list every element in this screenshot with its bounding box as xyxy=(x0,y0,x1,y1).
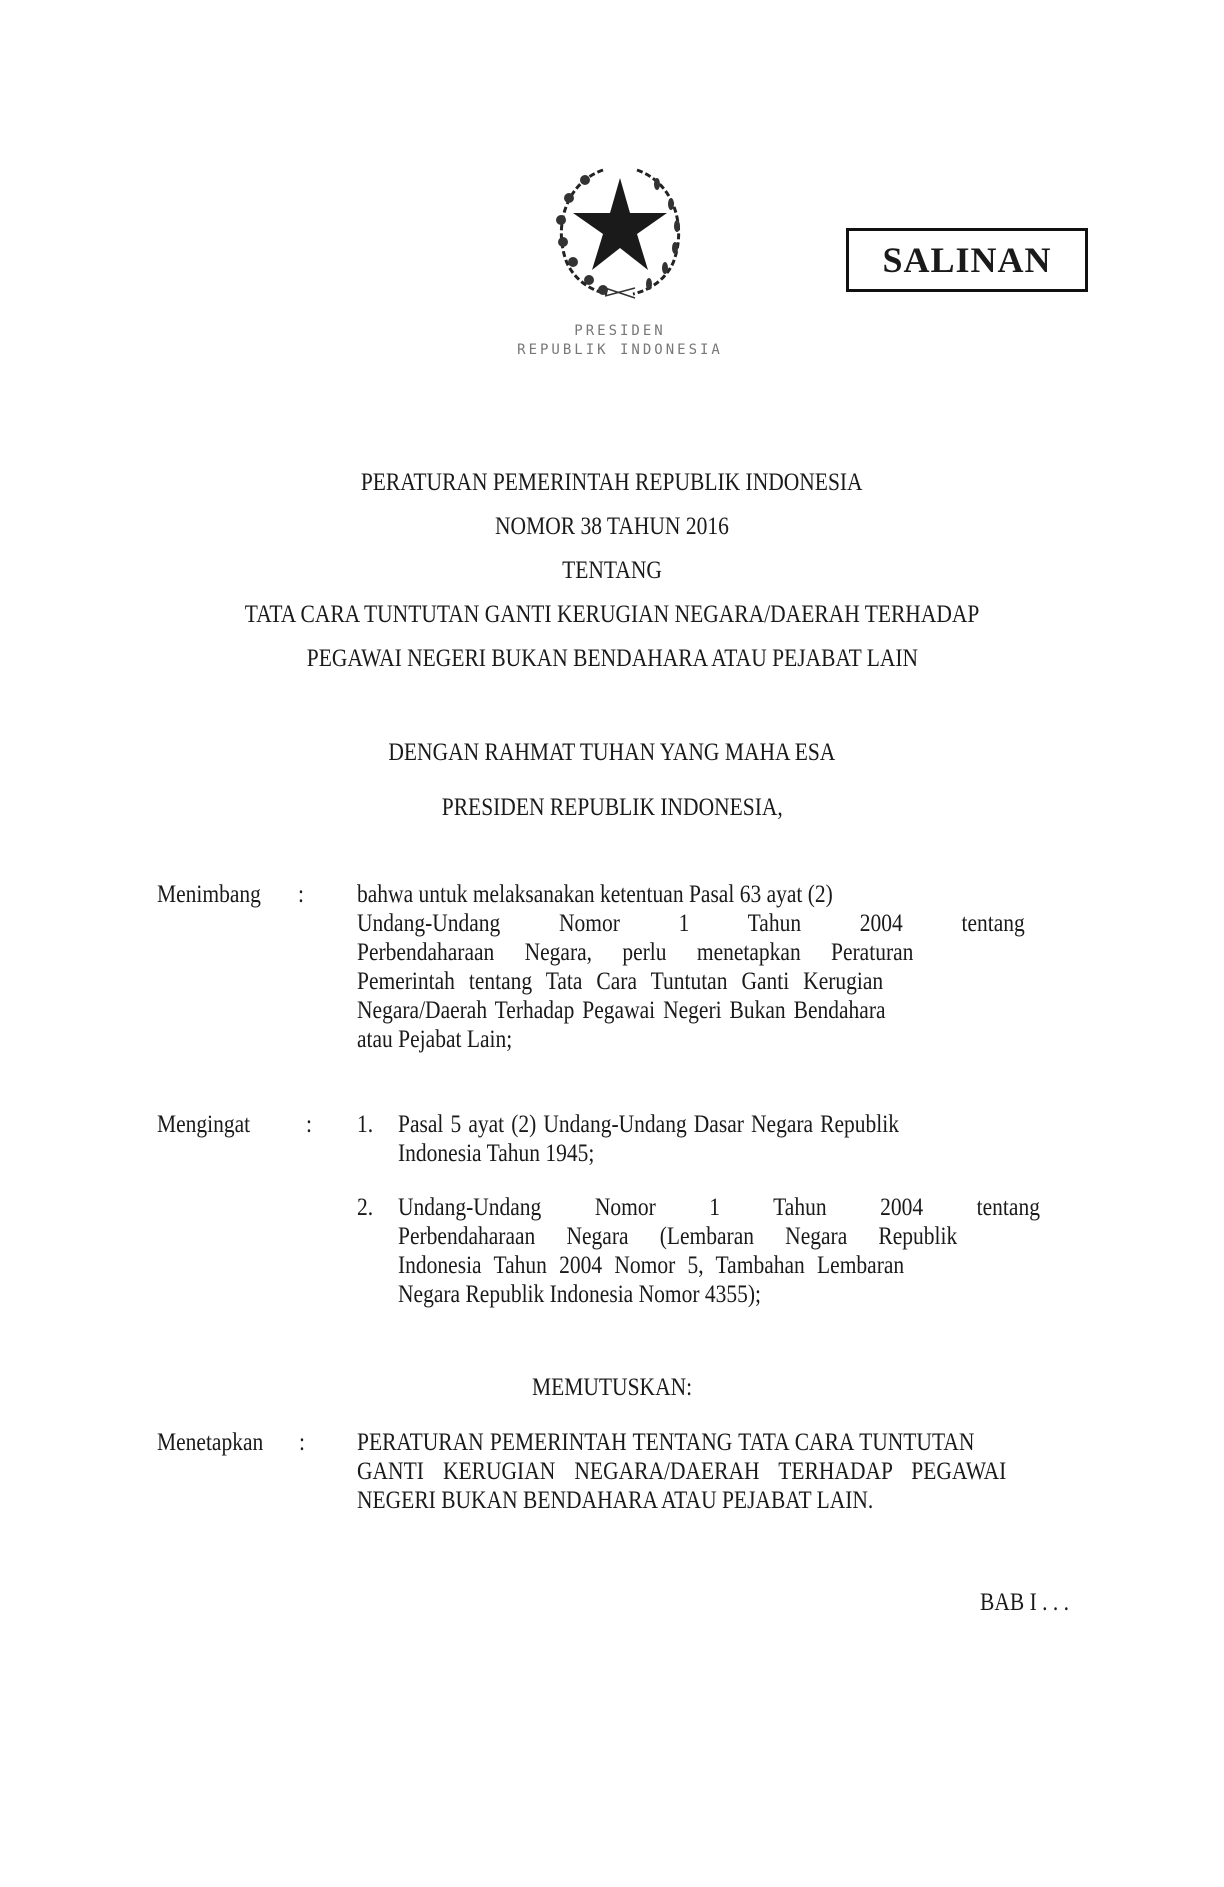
menimbang-label-text: Menimbang xyxy=(157,881,261,908)
salinan-label: SALINAN xyxy=(882,240,1052,280)
title-tentang: TENTANG xyxy=(562,557,662,584)
mengingat-item-1 xyxy=(398,1110,1094,1168)
menimbang-line xyxy=(357,1025,1094,1054)
title-text: PERATURAN PEMERINTAH REPUBLIK INDONESIA xyxy=(361,469,863,496)
title-line-2 xyxy=(0,512,1224,541)
mengingat-item-2-number xyxy=(357,1193,376,1222)
menimbang-line xyxy=(357,909,1094,938)
memutuskan-text: MEMUTUSKAN: xyxy=(531,1374,693,1401)
text-line: Negara Republik Indonesia Nomor 4355); xyxy=(398,1281,762,1308)
preamble-president: PRESIDEN REPUBLIK INDONESIA, xyxy=(441,794,783,821)
menimbang-line xyxy=(357,938,1094,967)
title-line-3 xyxy=(0,556,1224,585)
mengingat-label xyxy=(157,1110,265,1139)
mengingat-label-text: Mengingat xyxy=(157,1111,251,1138)
menetapkan-line xyxy=(357,1457,1094,1486)
preamble-line-2 xyxy=(0,793,1224,822)
title-line-4 xyxy=(0,600,1224,629)
colon: : xyxy=(299,1429,305,1456)
text-line: NEGERI BUKAN BENDAHARA ATAU PEJABAT LAIN. xyxy=(357,1487,874,1514)
text-line: PERATURAN PEMERINTAH TENTANG TATA CARA TUNTUTAN xyxy=(357,1429,975,1456)
text-line: atau Pejabat Lain; xyxy=(357,1026,513,1053)
title-subject-2: PEGAWAI NEGERI BUKAN BENDAHARA ATAU PEJABAT LAIN xyxy=(306,645,918,672)
memutuskan-heading xyxy=(0,1373,1224,1402)
text-line: Negara/Daerah Terhadap Pegawai Negeri Bukan Bendahara xyxy=(357,997,886,1024)
title-subject-1: TATA CARA TUNTUTAN GANTI KERUGIAN NEGARA/DAERAH TERHADAP xyxy=(244,601,980,628)
text-line: Pasal 5 ayat (2) Undang-Undang Dasar Negara Republik xyxy=(398,1111,900,1138)
text-line: Pemerintah tentang Tata Cara Tuntutan Ganti Kerugian xyxy=(357,968,884,995)
menimbang-label xyxy=(157,880,278,909)
menetapkan-line xyxy=(357,1428,1094,1457)
menetapkan-colon xyxy=(299,1428,306,1457)
preamble-text: DENGAN RAHMAT TUHAN YANG MAHA ESA xyxy=(388,739,836,766)
mengingat-item-2 xyxy=(398,1193,1094,1309)
mengingat-line xyxy=(398,1139,1094,1168)
preamble-line-1 xyxy=(0,738,1224,767)
mengingat-line xyxy=(398,1280,1094,1309)
menetapkan-line xyxy=(357,1486,1094,1515)
menetapkan-label-text: Menetapkan xyxy=(157,1429,264,1456)
text-line: Indonesia Tahun 2004 Nomor 5, Tambahan Lembaran xyxy=(398,1252,905,1279)
title-number: NOMOR 38 TAHUN 2016 xyxy=(495,513,729,540)
title-line-1 xyxy=(0,468,1224,497)
text-line: Undang-Undang Nomor 1 Tahun 2004 tentang xyxy=(357,910,1025,937)
text-line: Perbendaharaan Negara (Lembaran Negara Republik xyxy=(398,1223,958,1250)
colon: : xyxy=(306,1111,312,1138)
list-number: 1. xyxy=(357,1111,374,1138)
mengingat-line xyxy=(398,1110,1094,1139)
menimbang-line xyxy=(357,880,1094,909)
text-line: bahwa untuk melaksanakan ketentuan Pasal 63 ayat (2) xyxy=(357,881,833,908)
menetapkan-body xyxy=(357,1428,1094,1515)
mengingat-line xyxy=(398,1193,1094,1222)
mengingat-line xyxy=(398,1222,1094,1251)
salinan-stamp xyxy=(846,228,1088,292)
list-number: 2. xyxy=(357,1194,374,1221)
colon: : xyxy=(298,881,304,908)
presidential-emblem-icon xyxy=(545,158,695,303)
mengingat-item-1-number xyxy=(357,1110,376,1139)
mengingat-line xyxy=(398,1251,1094,1280)
office-line-presiden: PRESIDEN xyxy=(574,323,666,339)
menimbang-colon xyxy=(298,880,305,909)
menimbang-line xyxy=(357,967,1094,996)
page-continuation xyxy=(980,1588,1083,1617)
text-line: Undang-Undang Nomor 1 Tahun 2004 tentang xyxy=(398,1194,1040,1221)
text-line: Perbendaharaan Negara, perlu menetapkan Peraturan xyxy=(357,939,914,966)
mengingat-colon xyxy=(306,1110,313,1139)
title-line-5 xyxy=(0,644,1224,673)
menimbang-body xyxy=(357,880,1094,1054)
menimbang-line xyxy=(357,996,1094,1025)
text-line: Indonesia Tahun 1945; xyxy=(398,1140,595,1167)
menetapkan-label xyxy=(157,1428,281,1457)
text-line: GANTI KERUGIAN NEGARA/DAERAH TERHADAP PEGAWAI xyxy=(357,1458,1007,1485)
office-line-republik: REPUBLIK INDONESIA xyxy=(517,342,723,358)
continuation-text: BAB I . . . xyxy=(980,1589,1069,1616)
